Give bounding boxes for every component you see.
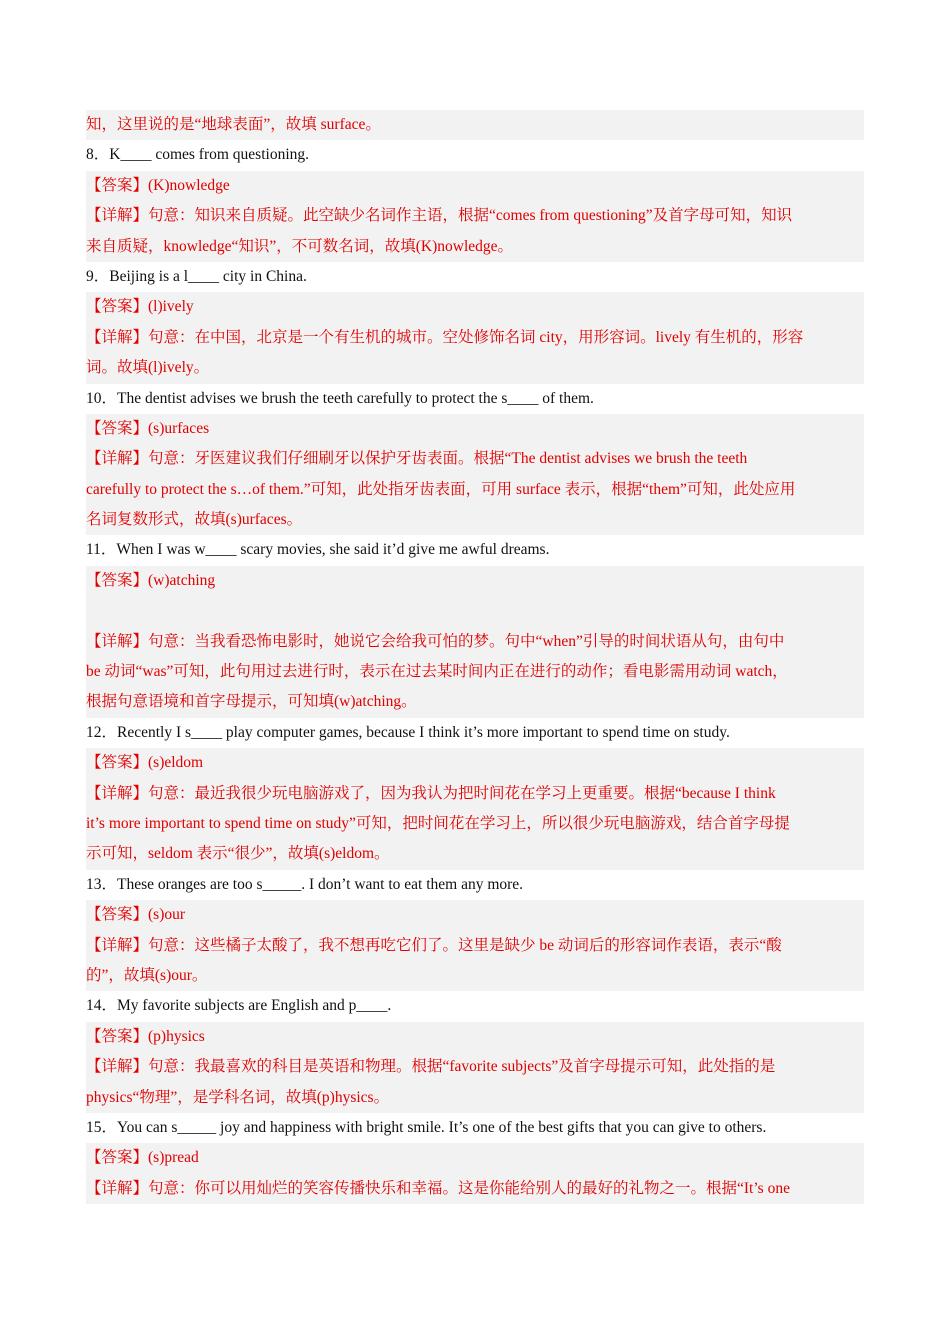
explanation-14-line-2: physics“物理”，是学科名词，故填(p)hysics。 xyxy=(86,1083,864,1113)
question-15: 15．You can s_____ joy and happiness with bright smile. It’s one of the best gifts that you can give to others. xyxy=(86,1118,767,1136)
question-11: 11．When I was w____ scary movies, she said it’d give me awful dreams. xyxy=(86,541,550,559)
question-13: 13．These oranges are too s_____. I don’t want to eat them any more. xyxy=(86,875,524,893)
question-10: 10．The dentist advises we brush the teeth carefully to protect the s____ of them. xyxy=(86,389,594,407)
explanation-10-line-1: 【详解】句意：牙医建议我们仔细刷牙以保护牙齿表面。根据“The dentist advises we brush the teeth xyxy=(86,444,864,474)
explanation-12-line-2: it’s more important to spend time on study”可知，把时间花在学习上，所以很少玩电脑游戏，结合首字母提 xyxy=(86,809,864,839)
explanation-14-line-1: 【详解】句意：我最喜欢的科目是英语和物理。根据“favorite subjects”及首字母提示可知，此处指的是 xyxy=(86,1052,864,1082)
explanation-13-line-2: 的”，故填(s)our。 xyxy=(86,961,864,991)
blank-line xyxy=(86,596,864,626)
answer-9: 【答案】(l)ively xyxy=(86,292,864,322)
question-8: 8．K____ comes from questioning. xyxy=(86,146,310,164)
explanation-11-line-2: be 动词“was”可知，此句用过去进行时，表示在过去某时间内正在进行的动作；看电影需用动词 watch， xyxy=(86,657,864,687)
answer-15: 【答案】(s)pread xyxy=(86,1143,864,1173)
document-body xyxy=(86,110,864,1204)
explanation-continuation: 知，这里说的是“地球表面”，故填 surface。 xyxy=(86,110,864,140)
question-12: 12．Recently I s____ play computer games, because I think it’s more important to spend time on study. xyxy=(86,723,730,741)
explanation-15-line-1: 【详解】句意：你可以用灿烂的笑容传播快乐和幸福。这是你能给别人的最好的礼物之一。根据“It’s one xyxy=(86,1174,864,1204)
explanation-13-line-1: 【详解】句意：这些橘子太酸了，我不想再吃它们了。这里是缺少 be 动词后的形容词作表语，表示“酸 xyxy=(86,931,864,961)
explanation-9-line-1: 【详解】句意：在中国，北京是一个有生机的城市。空处修饰名词 city，用形容词。lively 有生机的，形容 xyxy=(86,323,864,353)
answer-14: 【答案】(p)hysics xyxy=(86,1022,864,1052)
explanation-10-line-3: 名词复数形式，故填(s)urfaces。 xyxy=(86,505,864,535)
answer-11: 【答案】(w)atching xyxy=(86,566,864,596)
answer-10: 【答案】(s)urfaces xyxy=(86,414,864,444)
explanation-9-line-2: 词。故填(l)ively。 xyxy=(86,353,864,383)
explanation-8-line-2: 来自质疑，knowledge“知识”，不可数名词，故填(K)nowledge。 xyxy=(86,232,864,262)
answer-12: 【答案】(s)eldom xyxy=(86,748,864,778)
answer-8: 【答案】(K)nowledge xyxy=(86,171,864,201)
explanation-11-line-3: 根据句意语境和首字母提示，可知填(w)atching。 xyxy=(86,687,864,717)
question-14: 14．My favorite subjects are English and p____. xyxy=(86,997,392,1015)
question-9: 9．Beijing is a l____ city in China. xyxy=(86,267,307,285)
explanation-10-line-2: carefully to protect the s…of them.”可知，此处指牙齿表面，可用 surface 表示，根据“them”可知，此处应用 xyxy=(86,475,864,505)
explanation-11-line-1: 【详解】句意：当我看恐怖电影时，她说它会给我可怕的梦。句中“when”引导的时间状语从句，由句中 xyxy=(86,627,864,657)
answer-13: 【答案】(s)our xyxy=(86,900,864,930)
explanation-8-line-1: 【详解】句意：知识来自质疑。此空缺少名词作主语，根据“comes from questioning”及首字母可知，知识 xyxy=(86,201,864,231)
explanation-12-line-1: 【详解】句意：最近我很少玩电脑游戏了，因为我认为把时间花在学习上更重要。根据“because I think xyxy=(86,779,864,809)
explanation-12-line-3: 示可知，seldom 表示“很少”，故填(s)eldom。 xyxy=(86,839,864,869)
